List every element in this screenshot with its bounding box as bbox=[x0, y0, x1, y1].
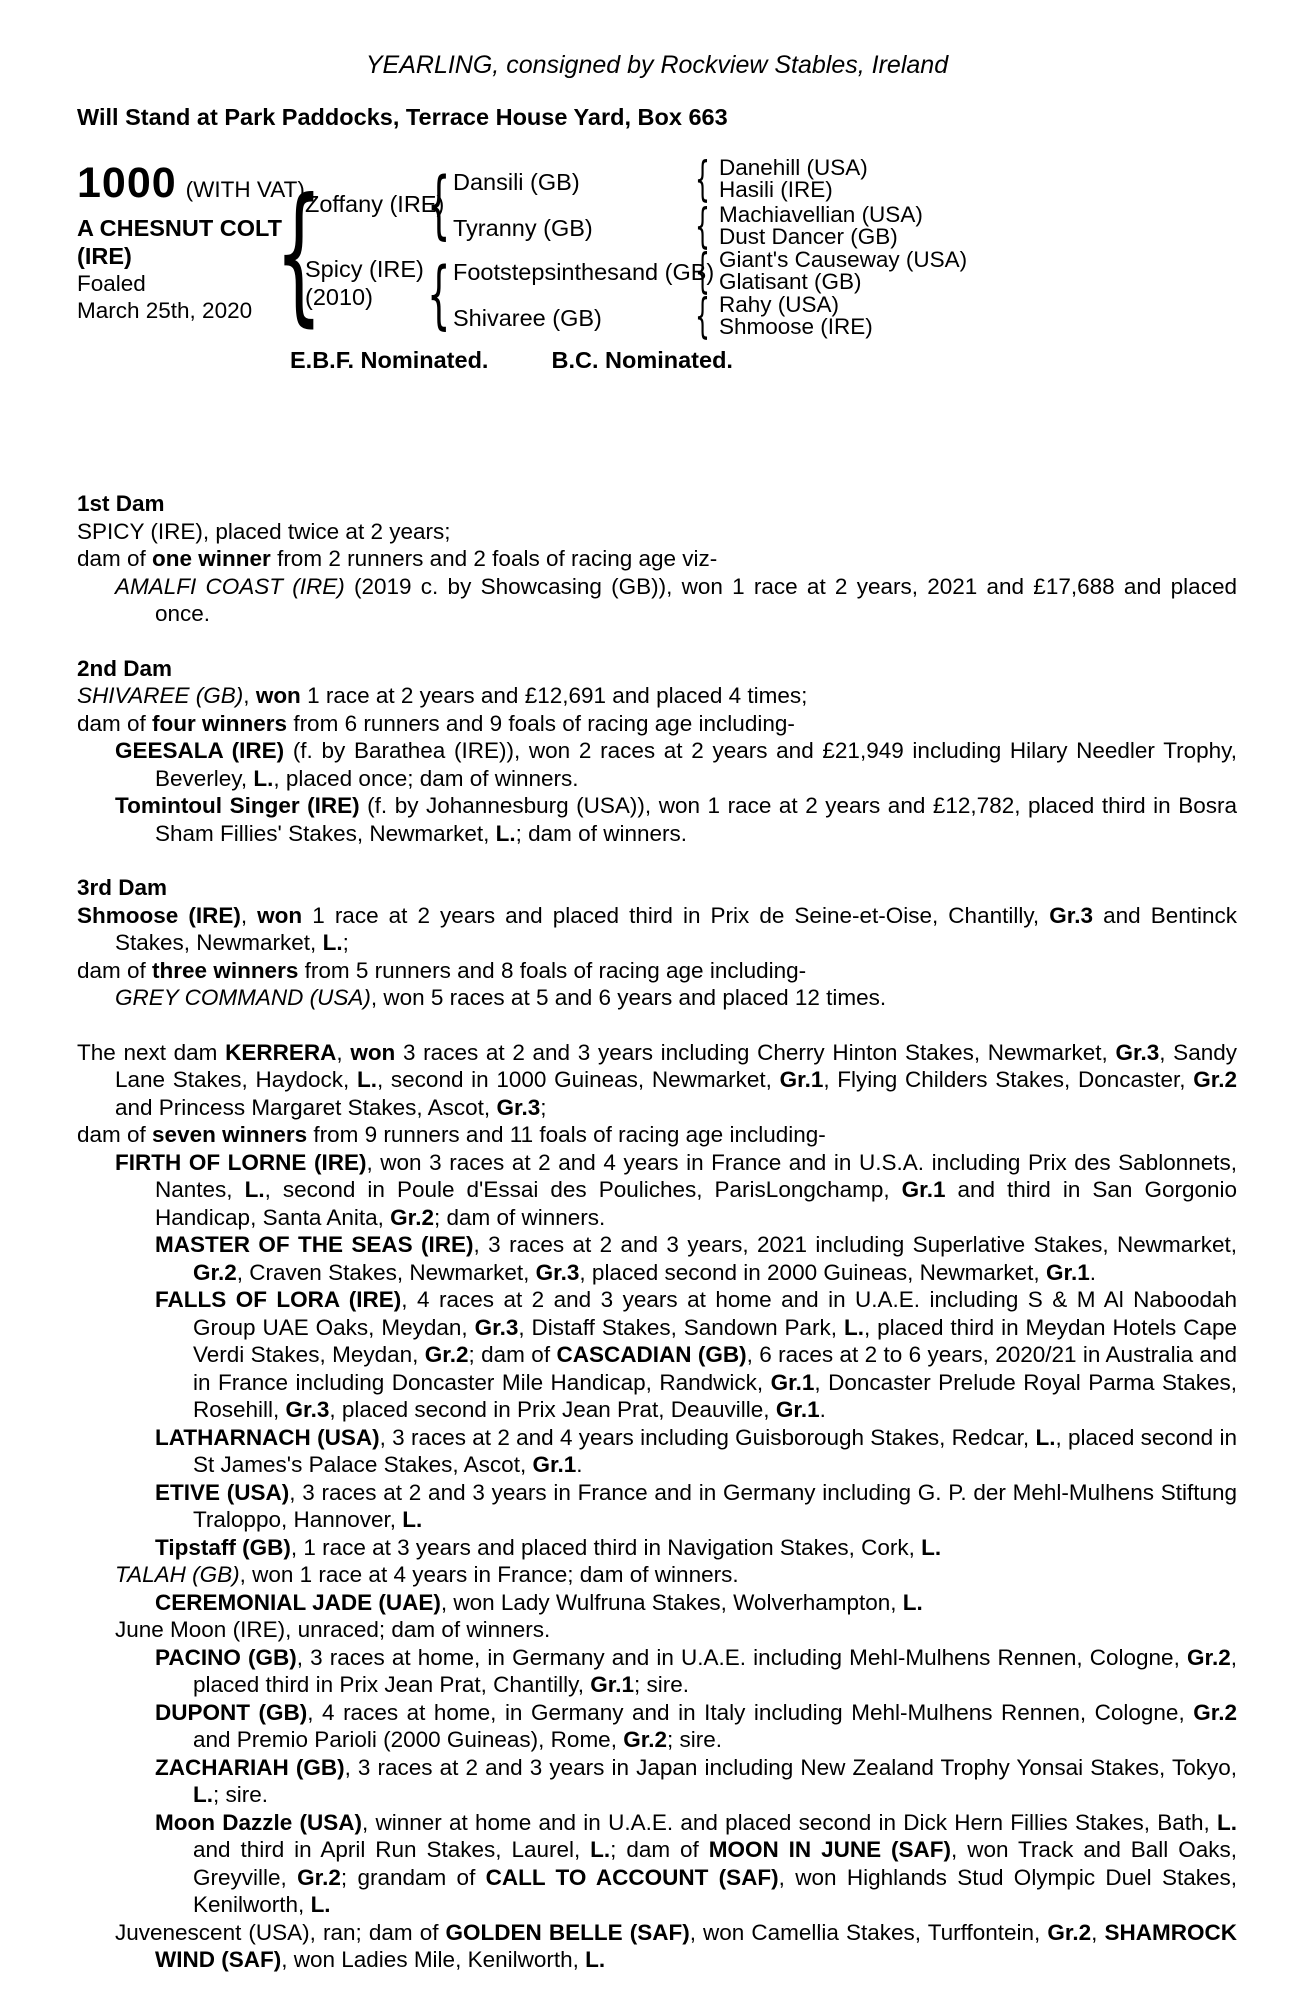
text-run: from 2 runners and 2 foals of racing age viz- bbox=[270, 546, 718, 571]
text-run: CALL TO ACCOUNT (SAF) bbox=[485, 1864, 779, 1890]
text-run: , bbox=[240, 902, 258, 928]
text-run: TALAH (GB) bbox=[115, 1562, 240, 1587]
text-run: Gr.3 bbox=[474, 1314, 519, 1340]
text-run: Gr.1 bbox=[775, 1397, 820, 1422]
text-run: MASTER OF THE SEAS (IRE) bbox=[155, 1232, 474, 1257]
text-run: ; grandam of bbox=[340, 1864, 486, 1890]
text-run: dam of bbox=[77, 710, 153, 736]
pedigree-paragraph bbox=[77, 1644, 1237, 1699]
text-run: ZACHARIAH (GB) bbox=[155, 1754, 345, 1780]
great-grandparent-name: Rahy (USA) bbox=[719, 292, 840, 317]
text-run: (2019 c. by Showcasing (GB)), won 1 race at 2 years, 2021 and £17,688 and placed once. bbox=[155, 573, 1237, 626]
text-run: L. bbox=[590, 1837, 611, 1862]
pedigree-paragraph bbox=[77, 1121, 1237, 1149]
sire-parents-brace bbox=[427, 165, 451, 245]
dam-section bbox=[77, 655, 1237, 848]
text-run: , won Track and Ball Oaks, Greyville, bbox=[193, 1837, 1237, 1890]
text-run: CASCADIAN (GB) bbox=[556, 1342, 747, 1367]
colt-description: A CHESNUT COLT bbox=[77, 215, 282, 241]
catalogue-text bbox=[77, 490, 1237, 1974]
text-run: , won 5 races at 5 and 6 years and placed 12 times. bbox=[370, 985, 887, 1010]
text-run: , 3 races at 2 and 4 years including Guisborough Stakes, Redcar, bbox=[379, 1424, 1036, 1450]
pedigree-paragraph bbox=[77, 1424, 1237, 1479]
text-run: Shmoose (IRE) bbox=[77, 902, 241, 928]
pedigree-tree bbox=[77, 153, 1237, 343]
text-run: , 4 races at 2 and 3 years at home and in U.A.E. including S & M Al Naboodah Group UAE Oaks, Meydan, bbox=[193, 1287, 1237, 1340]
text-run: L. bbox=[1217, 1809, 1238, 1835]
text-run: Gr.2 bbox=[1193, 1699, 1237, 1725]
pedigree-paragraph bbox=[77, 1616, 1237, 1644]
pedigree-paragraph bbox=[77, 573, 1237, 628]
text-run: Moon Dazzle (USA) bbox=[155, 1809, 362, 1835]
foaled-date: March 25th, 2020 bbox=[77, 298, 253, 323]
great-grandparent-name: Dust Dancer (GB) bbox=[719, 224, 898, 249]
text-run: L. bbox=[310, 1892, 331, 1917]
pedigree-paragraph bbox=[77, 1479, 1237, 1534]
pedigree-paragraph bbox=[77, 1561, 1237, 1589]
page-title: YEARLING, consigned by Rockview Stables, Ireland bbox=[365, 51, 949, 79]
great-grandparents-brace bbox=[695, 155, 710, 205]
text-run: LATHARNACH (USA) bbox=[155, 1424, 380, 1450]
text-run: , 3 races at home, in Germany and in U.A.E. including Mehl-Mulhens Rennen, Cologne, bbox=[296, 1644, 1187, 1670]
text-run: dam of bbox=[77, 546, 153, 571]
text-run: FALLS OF LORA (IRE) bbox=[155, 1287, 402, 1312]
dam-name: Spicy (IRE) bbox=[305, 256, 424, 282]
great-grandparent-name: Hasili (IRE) bbox=[719, 177, 833, 202]
text-run: L. bbox=[585, 1947, 606, 1972]
text-run: ; sire. bbox=[213, 1782, 269, 1807]
sire-sire-name: Dansili (GB) bbox=[453, 169, 580, 195]
vat-note: (WITH VAT) bbox=[185, 177, 305, 202]
text-run: one winner bbox=[152, 546, 271, 571]
pedigree-paragraph bbox=[77, 1589, 1237, 1617]
dam-section-heading: 1st Dam bbox=[77, 491, 165, 516]
text-run: , 3 races at 2 and 3 years in France and in Germany including G. P. der Mehl-Mulhens Stiftung Traloppo, Hannover, bbox=[193, 1479, 1238, 1532]
text-run: AMALFI COAST (IRE) bbox=[115, 573, 345, 599]
text-run: GEESALA (IRE) bbox=[115, 738, 285, 763]
text-run: . bbox=[1089, 1259, 1096, 1285]
text-run: Gr.2 bbox=[623, 1727, 667, 1752]
text-run: , 6 races at 2 to 6 years, 2020/21 in Australia and in France including Doncaster Mile Handicap, Randwick, bbox=[193, 1342, 1237, 1395]
pedigree-paragraph bbox=[77, 545, 1237, 573]
text-run: GOLDEN BELLE (SAF) bbox=[445, 1919, 690, 1945]
pedigree-paragraph bbox=[77, 792, 1237, 847]
text-run: ; dam of winners. bbox=[515, 820, 687, 846]
text-run: , won 3 races at 2 and 4 years in France and in U.S.A. including Prix des Sablonnets, Nantes, bbox=[155, 1149, 1238, 1202]
great-grandparent-name: Giant's Causeway (USA) bbox=[719, 247, 968, 272]
text-run: from 6 runners and 9 foals of racing age including- bbox=[287, 710, 795, 736]
text-run: , 4 races at home, in Germany and in Italy including Mehl-Mulhens Rennen, Cologne, bbox=[307, 1699, 1194, 1725]
text-run: dam of bbox=[77, 957, 153, 983]
text-run: ; dam of winners. bbox=[433, 1204, 606, 1230]
text-run: , Sandy Lane Stakes, Haydock, bbox=[115, 1039, 1237, 1092]
text-run: , won Ladies Mile, Kenilworth, bbox=[281, 1947, 586, 1972]
text-run: ; bbox=[342, 930, 349, 955]
text-run: , won 1 race at 4 years in France; dam of winners. bbox=[239, 1562, 739, 1587]
text-run: Gr.2 bbox=[193, 1259, 237, 1285]
text-run: L. bbox=[322, 930, 343, 955]
text-run: L. bbox=[921, 1534, 942, 1560]
pedigree-paragraph bbox=[77, 1286, 1237, 1424]
dam-section bbox=[77, 490, 1237, 628]
text-run: , winner at home and in U.A.E. and placed second in Dick Hern Fillies Stakes, Bath, bbox=[361, 1809, 1218, 1835]
bc-nomination: B.C. Nominated. bbox=[551, 347, 733, 373]
pedigree-paragraph bbox=[77, 1919, 1237, 1974]
pedigree-paragraph bbox=[77, 737, 1237, 792]
text-run: and third in San Gorgonio Handicap, Santa Anita, bbox=[155, 1177, 1237, 1230]
text-run: GREY COMMAND (USA) bbox=[115, 985, 371, 1010]
text-run: CEREMONIAL JADE (UAE) bbox=[155, 1589, 441, 1615]
text-run: L. bbox=[402, 1507, 423, 1532]
pedigree-paragraph bbox=[77, 984, 1237, 1012]
text-run: L. bbox=[244, 1177, 265, 1202]
text-run: four winners bbox=[152, 710, 288, 736]
text-run: Gr.1 bbox=[1045, 1259, 1090, 1285]
text-run: Gr.2 bbox=[424, 1342, 469, 1367]
text-run: Gr.1 bbox=[590, 1672, 635, 1697]
lot-line bbox=[77, 159, 305, 208]
text-run: L. bbox=[902, 1589, 923, 1615]
text-run: , 3 races at 2 and 3 years in Japan including New Zealand Trophy Yonsai Stakes, Tokyo, bbox=[344, 1754, 1237, 1780]
text-run: L. bbox=[843, 1314, 864, 1340]
text-run: Gr.2 bbox=[1186, 1644, 1231, 1670]
text-run: from 5 runners and 8 foals of racing age including- bbox=[298, 957, 807, 983]
pedigree-paragraph bbox=[77, 902, 1237, 957]
pedigree-paragraph bbox=[77, 682, 1237, 710]
text-run: Juvenescent (USA), ran; dam of bbox=[115, 1919, 446, 1945]
pedigree-paragraph bbox=[77, 1039, 1237, 1122]
text-run: , second in 1000 Guineas, Newmarket, bbox=[376, 1067, 780, 1092]
text-run: seven winners bbox=[152, 1122, 308, 1147]
text-run: SHIVAREE (GB) bbox=[77, 683, 244, 708]
text-run: Gr.3 bbox=[1115, 1039, 1160, 1065]
text-run: won bbox=[255, 683, 301, 708]
lot-number: 1000 bbox=[77, 159, 177, 207]
pedigree-paragraph bbox=[77, 1754, 1237, 1809]
dam-section-heading: 2nd Dam bbox=[77, 655, 173, 681]
text-run: , placed once; dam of winners. bbox=[273, 765, 579, 791]
dam-section bbox=[77, 874, 1237, 1012]
great-grandparent-name: Machiavellian (USA) bbox=[719, 202, 923, 227]
dam-parents-brace bbox=[427, 255, 451, 335]
text-run: L. bbox=[356, 1067, 377, 1092]
text-run: L. bbox=[193, 1782, 213, 1807]
text-run: Gr.2 bbox=[1193, 1067, 1237, 1092]
sire-name: Zoffany (IRE) bbox=[305, 191, 445, 217]
text-run: Gr.2 bbox=[1047, 1919, 1092, 1945]
text-run: Gr.1 bbox=[779, 1067, 824, 1092]
text-run: SPICY (IRE), placed twice at 2 years; bbox=[77, 518, 451, 544]
text-run: Gr.1 bbox=[901, 1177, 946, 1202]
text-run: , 1 race at 3 years and placed third in Navigation Stakes, Cork, bbox=[290, 1534, 922, 1560]
text-run: three winners bbox=[152, 957, 299, 983]
text-run: ; bbox=[540, 1094, 547, 1120]
text-run: dam of bbox=[77, 1122, 153, 1147]
great-grandparents-brace bbox=[695, 292, 710, 342]
pedigree-paragraph bbox=[77, 1231, 1237, 1286]
ebf-nomination: E.B.F. Nominated. bbox=[290, 347, 489, 373]
dam-section-heading: 3rd Dam bbox=[77, 875, 168, 900]
text-run: , Doncaster Prelude Royal Parma Stakes, Rosehill, bbox=[193, 1369, 1238, 1422]
text-run: FIRTH OF LORNE (IRE) bbox=[115, 1149, 367, 1175]
dam-year: (2010) bbox=[305, 284, 373, 310]
great-grandparent-name: Glatisant (GB) bbox=[719, 269, 862, 294]
text-run: , placed third in Meydan Hotels Cape Verdi Stakes, Meydan, bbox=[193, 1314, 1237, 1367]
text-run: 1 race at 2 years and £12,691 and placed 4 times; bbox=[300, 683, 808, 708]
text-run: KERRERA bbox=[225, 1039, 337, 1065]
foaled-label: Foaled bbox=[77, 271, 146, 296]
text-run: ; dam of bbox=[610, 1837, 709, 1862]
great-grandparent-name: Danehill (USA) bbox=[719, 155, 868, 180]
text-run: 3 races at 2 and 3 years including Cherry Hinton Stakes, Newmarket, bbox=[395, 1039, 1116, 1065]
text-run: Gr.2 bbox=[297, 1864, 341, 1890]
text-run: , placed second in 2000 Guineas, Newmarket, bbox=[579, 1259, 1046, 1285]
text-run: Gr.3 bbox=[1049, 902, 1094, 928]
sire-dam-name: Tyranny (GB) bbox=[453, 215, 593, 241]
text-run: ; dam of bbox=[468, 1342, 557, 1367]
pedigree-paragraph bbox=[77, 710, 1237, 738]
dam-section bbox=[77, 1039, 1237, 1974]
text-run: and Bentinck Stakes, Newmarket, bbox=[115, 902, 1237, 955]
text-run: 1 race at 2 years and placed third in Prix de Seine-et-Oise, Chantilly, bbox=[302, 902, 1050, 928]
text-run: June Moon (IRE), unraced; dam of winners. bbox=[115, 1617, 551, 1642]
text-run: and third in April Run Stakes, Laurel, bbox=[193, 1837, 591, 1862]
text-run: PACINO (GB) bbox=[155, 1644, 297, 1670]
text-run: . bbox=[819, 1397, 826, 1422]
text-run: (f. by Barathea (IRE)), won 2 races at 2 years and £21,949 including Hilary Needler Trophy, Beverley, bbox=[155, 738, 1237, 791]
text-run: , second in Poule d'Essai des Pouliches, ParisLongchamp, bbox=[264, 1177, 902, 1202]
text-run: , bbox=[243, 683, 256, 708]
text-run: , Distaff Stakes, Sandown Park, bbox=[518, 1314, 844, 1340]
text-run: L. bbox=[1035, 1424, 1056, 1450]
text-run: , won Highlands Stud Olympic Duel Stakes, Kenilworth, bbox=[193, 1864, 1238, 1917]
text-run: Gr.3 bbox=[285, 1397, 330, 1422]
text-run: Gr.3 bbox=[496, 1094, 541, 1120]
colt-country-suffix: (IRE) bbox=[77, 243, 132, 269]
text-run: , won Camellia Stakes, Turffontein, bbox=[689, 1919, 1048, 1945]
pedigree-paragraph bbox=[77, 1534, 1237, 1562]
text-run: SHAMROCK WIND (SAF) bbox=[155, 1919, 1237, 1972]
text-run: Tipstaff (GB) bbox=[155, 1534, 291, 1560]
text-run: won bbox=[257, 902, 303, 928]
pedigree-paragraph bbox=[77, 957, 1237, 985]
text-run: ; sire. bbox=[634, 1672, 690, 1697]
text-run: , bbox=[1091, 1919, 1105, 1945]
text-run: , Flying Childers Stakes, Doncaster, bbox=[823, 1067, 1194, 1092]
text-run: L. bbox=[495, 820, 516, 846]
text-run: won bbox=[350, 1039, 396, 1065]
text-run: , placed second in St James's Palace Stakes, Ascot, bbox=[193, 1424, 1237, 1477]
dam-dam-name: Shivaree (GB) bbox=[453, 305, 602, 331]
stand-location-line: Will Stand at Park Paddocks, Terrace House Yard, Box 663 bbox=[77, 104, 728, 130]
text-run: DUPONT (GB) bbox=[155, 1699, 308, 1725]
text-run: The next dam bbox=[77, 1039, 226, 1065]
text-run: , won Lady Wulfruna Stakes, Wolverhampton, bbox=[440, 1589, 903, 1615]
text-run: and Princess Margaret Stakes, Ascot, bbox=[115, 1094, 497, 1120]
text-run: Gr.1 bbox=[770, 1369, 815, 1395]
text-run: Tomintoul Singer (IRE) bbox=[115, 793, 360, 818]
pedigree-paragraph bbox=[77, 1809, 1237, 1919]
text-run: (f. by Johannesburg (USA)), won 1 race at 2 years and £12,782, placed third in Bosra Sham Fillies' Stakes, Newmarket, bbox=[155, 793, 1237, 846]
text-run: , 3 races at 2 and 3 years, 2021 including Superlative Stakes, Newmarket, bbox=[473, 1232, 1238, 1257]
text-run: Gr.3 bbox=[535, 1259, 580, 1285]
text-run: L. bbox=[253, 765, 274, 791]
text-run: Gr.1 bbox=[532, 1452, 577, 1477]
text-run: from 9 runners and 11 foals of racing age including- bbox=[307, 1122, 826, 1147]
dam-sire-name: Footstepsinthesand (GB) bbox=[453, 259, 715, 285]
pedigree-paragraph bbox=[77, 1149, 1237, 1232]
text-run: , placed second in Prix Jean Prat, Deauville, bbox=[329, 1397, 776, 1422]
text-run: ; sire. bbox=[666, 1727, 722, 1752]
text-run: Gr.2 bbox=[390, 1204, 434, 1230]
text-run: . bbox=[576, 1452, 583, 1477]
pedigree-paragraph bbox=[77, 1699, 1237, 1754]
text-run: ETIVE (USA) bbox=[155, 1479, 290, 1505]
text-run: , Craven Stakes, Newmarket, bbox=[236, 1259, 536, 1285]
text-run: MOON IN JUNE (SAF) bbox=[708, 1837, 952, 1862]
text-run: , bbox=[336, 1039, 351, 1065]
nominations-line bbox=[77, 346, 1237, 375]
text-run: and Premio Parioli (2000 Guineas), Rome, bbox=[193, 1727, 624, 1752]
great-grandparent-name: Shmoose (IRE) bbox=[719, 314, 873, 339]
pedigree-paragraph bbox=[77, 518, 1237, 546]
text-run: , placed third in Prix Jean Prat, Chantilly, bbox=[193, 1644, 1237, 1697]
